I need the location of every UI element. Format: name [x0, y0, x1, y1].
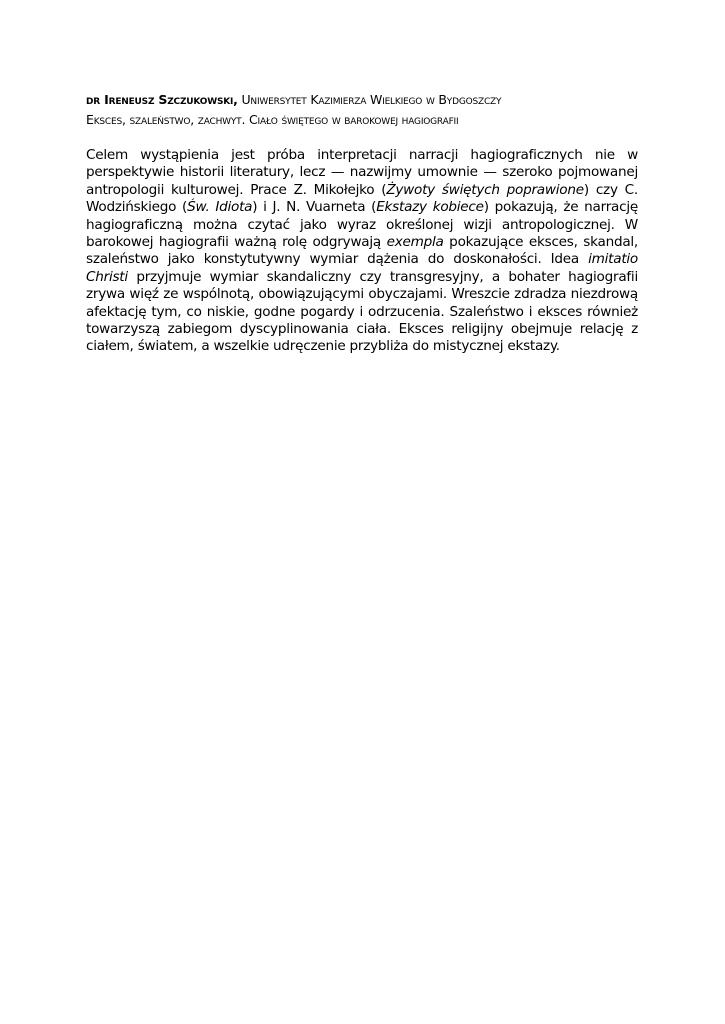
- abstract-paragraph: [86, 147, 638, 356]
- abstract-text-2: ) czy C. Wodzińskiego (: [86, 181, 638, 216]
- author-name: dr Ireneusz Szczukowski,: [86, 92, 238, 107]
- abstract-text-6: przyjmuje wymiar skandaliczny czy transgresyjny, a bohater hagiografii zrywa więź ze wspólnotą, obowiązującymi obyczajami. Wreszcie zdradza niezdrową afektację tym, co niskie, godne pogardy i odrzucenia. Szaleństwo i eksces również towarzyszą zabiegom dyscyplinowania ciała. Eksces religijny obejmuje relację z ciałem, światem, a wszelkie udręczenie przybliża do mistycznej ekstazy.: [86, 268, 638, 355]
- author-line: [86, 90, 642, 110]
- latin-term-2: imitatio Christi: [86, 251, 638, 285]
- talk-title: Eksces, szaleństwo, zachwyt. Ciało świętego w barokowej hagiografii: [86, 112, 459, 127]
- abstract-text-4: ) pokazują, że narrację hagiograficzną można czytać jako wyraz określonej wizji antropologicznej. W barokowej hagiografii ważną rolę odgrywają: [86, 199, 638, 251]
- document-header: [86, 90, 642, 130]
- work-title-2: Św. Idiota: [187, 199, 253, 216]
- abstract-text-5: pokazujące eksces, skandal, szaleństwo jako konstytutywny wymiar dążenia do doskonałości. Idea: [86, 234, 639, 268]
- abstract-text-1: Celem wystąpienia jest próba interpretacji narracji hagiograficznych nie w perspektywie historii literatury, lecz — nazwijmy umownie — szeroko pojmowanej antropologii kulturowej. Prace Z. Mikołejko (: [86, 147, 638, 198]
- work-title-1: Żywoty świętych poprawione: [386, 181, 584, 198]
- author-affiliation: Uniwersytet Kazimierza Wielkiego w Bydgoszczy: [241, 92, 502, 107]
- latin-term-1: exempla: [386, 234, 444, 251]
- work-title-3: Ekstazy kobiece: [376, 199, 484, 216]
- abstract-text-3: ) i J. N. Vuarneta (: [252, 199, 377, 216]
